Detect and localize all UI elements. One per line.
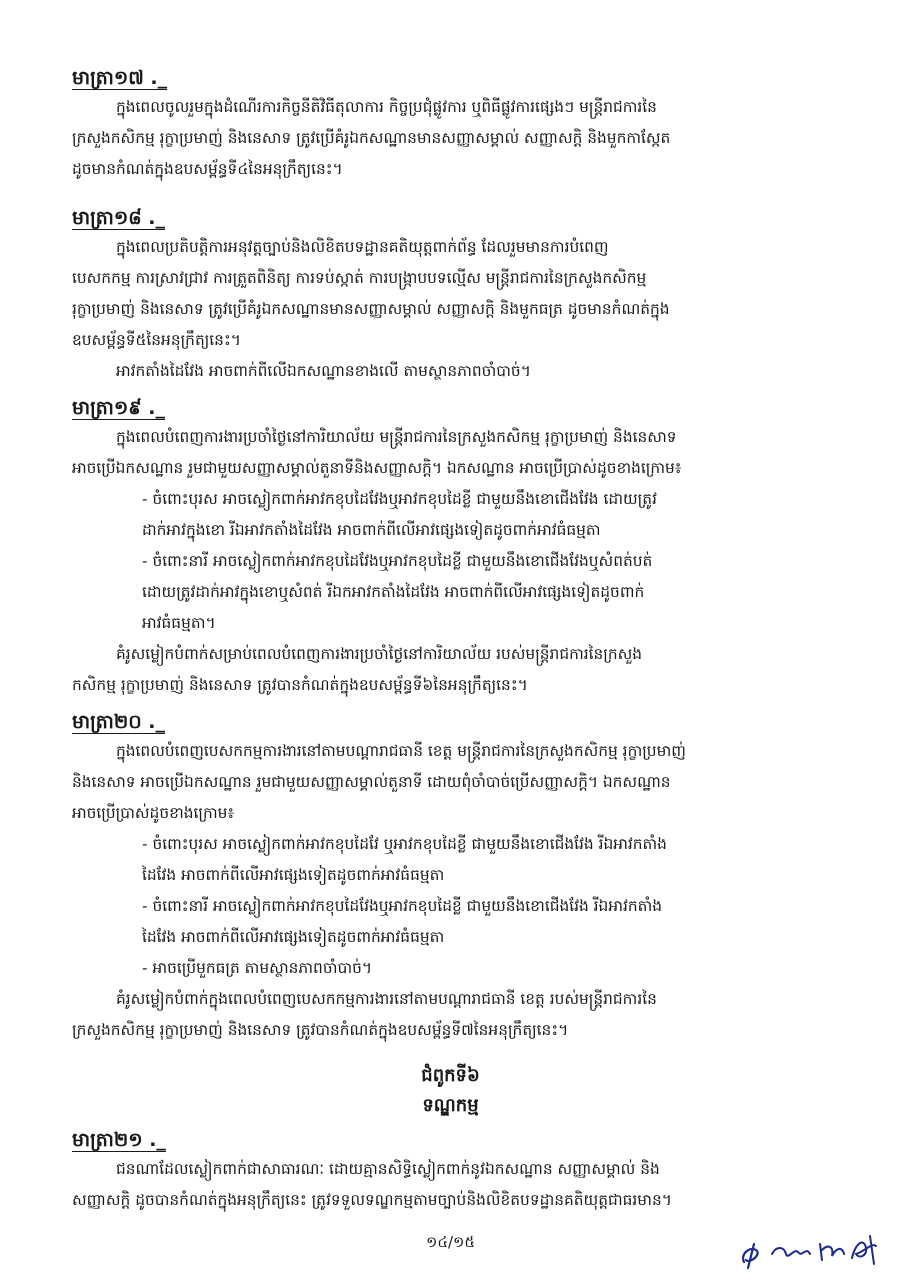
bullet-line: ដៃវែង អាចពាក់ពីលើអាវផ្សេងទៀតដូចពាក់អាវធំធម្មតា <box>142 928 445 946</box>
article-20-heading: មាត្រា២០ ._ <box>72 711 166 733</box>
article-21-heading: មាត្រា២១ ._ <box>72 1129 166 1151</box>
text-line: គំរូសម្លៀកបំពាក់ក្នុងពេលបំពេញបេសកកម្មការងារនៅតាមបណ្តារាជធានី ខេត្ត របស់មន្ត្រីរាជការនៃ <box>116 990 657 1008</box>
bullet-line: - ចំពោះបុរស អាចស្លៀកពាក់អាវកខុបដៃវែ ឬអាវកខុបដៃខ្លី ជាមួយនឹងខោជើងវែង រីឯអាវកតាំង <box>142 835 667 853</box>
text-line: ក្នុងពេលចូលរួមក្នុងដំណើរការកិច្ចនីតិវិធីតុលាការ កិច្ចប្រជុំផ្លូវការ ឬពិធីផ្លូវការផ្សេងៗ មន្ត្រីរាជការនៃ <box>116 98 657 116</box>
bullet-line: - អាចប្រើមួកធត្រ តាមស្ថានភាពចាំបាច់។ <box>142 959 373 977</box>
article-17-body <box>72 92 832 185</box>
bullet-line: - ចំពោះនារី អាចស្លៀកពាក់អាវកខុបដៃវែងឬអាវកខុបដៃខ្លី ជាមួយនឹងខោជើងវែងឬសំពត់បត់ <box>142 552 653 570</box>
article-19-heading: មាត្រា១៩ ._ <box>72 397 166 419</box>
page-number: ១៤/១៥ <box>426 1233 475 1251</box>
text-line: ក្នុងពេលបំពេញការងារប្រចាំថ្ងៃនៅការិយាល័យ មន្ត្រីរាជការនៃក្រសួងកសិកម្ម រុក្ខាប្រមាញ់ និងនេសាទ <box>116 428 677 446</box>
text-line: អាចប្រើប្រាស់ដូចខាងក្រោម៖ <box>72 804 235 822</box>
bullet-line: ដាក់អាវក្នុងខោ រីឯអាវកតាំងដៃវែង អាចពាក់ពីលើអាវផ្សេងទៀតដូចពាក់អាវធំធម្មតា <box>142 521 601 539</box>
article-18-heading: មាត្រា១៨ ._ <box>72 207 166 229</box>
text-line: ឧបសម្ព័ន្ធទី៥នៃអនុក្រឹត្យនេះ។ <box>72 331 241 349</box>
bullet-line: ដោយត្រូវដាក់អាវក្នុងខោឬសំពត់ រីឯកអាវកតាំងដៃវែង អាចពាក់ពីលើអាវផ្សេងទៀតដូចពាក់ <box>142 583 645 601</box>
signature-initials <box>736 1224 886 1274</box>
article-17-heading: មាត្រា១៧ ._ <box>72 67 168 89</box>
article-21-body <box>72 1154 832 1216</box>
chapter-title: ទណ្ឌកម្ម <box>422 1095 479 1116</box>
text-line: កសិកម្ម រុក្ខាប្រមាញ់ និងនេសាទ ត្រូវបានកំណត់ក្នុងឧបសម្ព័ន្ធទី៦នៃអនុក្រឹត្យនេះ។ <box>72 676 528 694</box>
bullet-line: ដៃវែង អាចពាក់ពីលើអាវផ្សេងទៀតដូចពាក់អាវធំធម្មតា <box>142 866 445 884</box>
text-line: អាវកតាំងដៃវែង អាចពាក់ពីលើឯកសណ្ឋានខាងលើ តាមស្ថានភាពចាំបាច់។ <box>116 362 531 380</box>
text-line: និងនេសាទ អាចប្រើឯកសណ្ឋាន រួមជាមួយសញ្ញាសម្គាល់តួនាទី ដោយពុំចាំបាច់ប្រើសញ្ញាសក្តិ។ ឯកសណ្ឋាន <box>72 773 671 791</box>
bullet-line: អាវធំធម្មតា។ <box>142 614 216 632</box>
bullet-line: - ចំពោះនារី អាចស្លៀកពាក់អាវកខុបដៃវែងឬអាវកខុបដៃខ្លី ជាមួយនឹងខោជើងវែង រីឯអាវកតាំង <box>142 897 663 915</box>
text-line: ក្រសួងកសិកម្ម រុក្ខាប្រមាញ់ និងនេសាទ ត្រូវបានកំណត់ក្នុងឧបសម្ព័ន្ធទី៧នៃអនុក្រឹត្យនេះ។ <box>72 1021 569 1039</box>
article-19-body <box>72 422 832 701</box>
bullet-line: - ចំពោះបុរស អាចស្លៀកពាក់អាវកខុបដៃវែងឬអាវកខុបដៃខ្លី ជាមួយនឹងខោជើងវែង ដោយត្រូវ <box>142 490 657 508</box>
text-line: រុក្ខាប្រមាញ់ និងនេសាទ ត្រូវប្រើគំរូឯកសណ្ឋានមានសញ្ញាសម្គាល់ សញ្ញាសក្តិ និងមួកធត្រ ដូចមានកំណត់ក្នុង <box>72 300 670 318</box>
text-line: ក្នុងពេលប្រតិបត្តិការអនុវត្តច្បាប់និងលិខិតបទដ្ឋានគតិយុត្តពាក់ព័ន្ធ ដែលរួមមានការបំពេញ <box>116 238 609 256</box>
text-line: សញ្ញាសក្តិ ដូចបានកំណត់ក្នុងអនុក្រឹត្យនេះ ត្រូវទទួលទណ្ឌកម្មតាមច្បាប់និងលិខិតបទដ្ឋានគតិយុត្តជាធរមាន។ <box>72 1191 672 1209</box>
text-line: ជនណាដែលស្លៀកពាក់ជាសាធារណៈ ដោយគ្មានសិទ្ធិស្លៀកពាក់នូវឯកសណ្ឋាន សញ្ញាសម្គាល់ និង <box>116 1160 660 1178</box>
text-line: បេសកកម្ម ការស្រាវជ្រាវ ការត្រួតពិនិត្យ ការទប់ស្កាត់ ការបង្ក្រាបបទល្មើស មន្ត្រីរាជការនៃក្រសួងកសិកម្ម <box>72 269 647 287</box>
text-line: អាចប្រើឯកសណ្ឋាន រួមជាមួយសញ្ញាសម្គាល់តួនាទីនិងសញ្ញាសក្តិ។ ឯកសណ្ឋាន អាចប្រើប្រាស់ដូចខាងក្រោម៖ <box>72 459 682 477</box>
text-line: គំរូសម្លៀកបំពាក់សម្រាប់ពេលបំពេញការងារប្រចាំថ្ងៃនៅការិយាល័យ របស់មន្ត្រីរាជការនៃក្រសួង <box>116 645 643 663</box>
article-20-body <box>72 736 832 1046</box>
text-line: ក្រសួងកសិកម្ម រុក្ខាប្រមាញ់ និងនេសាទ ត្រូវប្រើគំរូឯកសណ្ឋានមានសញ្ញាសម្គាល់ សញ្ញាសក្តិ និងមួកកាស្កែត <box>72 129 671 147</box>
text-line: ដូចមានកំណត់ក្នុងឧបសម្ព័ន្ធទី៤នៃអនុក្រឹត្យនេះ។ <box>72 160 343 178</box>
chapter-number: ជំពូកទី៦ <box>421 1065 480 1086</box>
article-18-body <box>72 232 832 387</box>
text-line: ក្នុងពេលបំពេញបេសកកម្មការងារនៅតាមបណ្តារាជធានី ខេត្ត មន្ត្រីរាជការនៃក្រសួងកសិកម្ម រុក្ខាប្រមាញ់ <box>116 742 686 760</box>
